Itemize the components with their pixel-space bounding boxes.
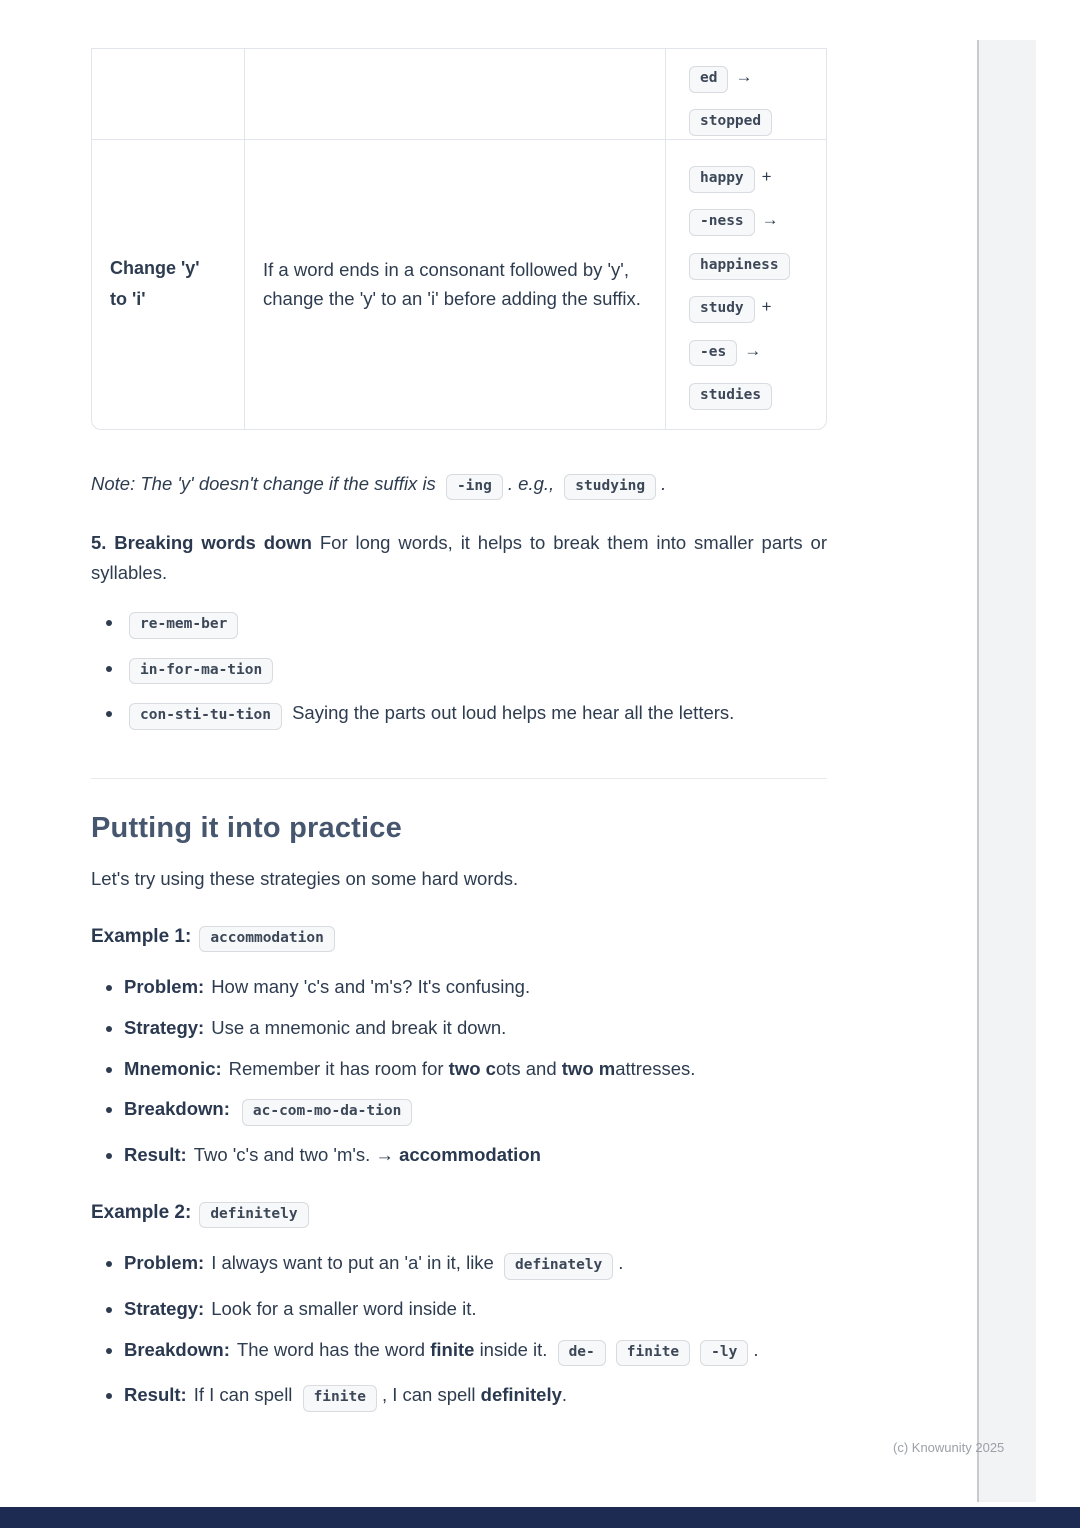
bullet-label: Problem:: [124, 976, 205, 998]
bullet-label: Problem:: [124, 1252, 205, 1274]
page-content: [91, 0, 827, 1427]
code-chip: in-for-ma-tion: [129, 658, 273, 685]
code-chip: stopped: [689, 109, 772, 136]
copyright-credit: (c) Knowunity 2025: [893, 1440, 1005, 1455]
syllable-breakdown-list: [91, 608, 827, 732]
note-text: Note: The 'y' doesn't change if the suffix is: [91, 472, 436, 494]
arrow-icon: →: [735, 67, 753, 86]
code-chip: studies: [689, 383, 772, 410]
section-divider: [91, 778, 827, 779]
scrollbar-track[interactable]: [977, 40, 1036, 1502]
code-chip: ac-com-mo-da-tion: [242, 1099, 412, 1126]
bullet-label: Result:: [124, 1144, 187, 1166]
code-chip: studying: [564, 474, 656, 501]
list-item: • Mnemonic: Remember it has room for two cots and two mattresses.: [124, 1055, 827, 1083]
code-chip: finite: [303, 1385, 377, 1412]
table-row-partial: [92, 49, 826, 139]
code-chip: happiness: [689, 253, 790, 280]
list-item: [124, 654, 827, 687]
bullet-label: Result:: [124, 1384, 187, 1406]
arrow-icon: →: [761, 210, 779, 230]
practice-heading: Putting it into practice: [91, 812, 402, 844]
code-chip: con-sti-tu-tion: [129, 703, 282, 730]
code-chip: de-: [558, 1340, 606, 1367]
bullet-label: Breakdown:: [124, 1338, 230, 1360]
example-1-heading: Example 1: accommodation: [91, 923, 827, 955]
plus-operator: +: [761, 167, 772, 186]
code-chip: -ness: [689, 209, 755, 236]
bottom-accent-bar: [0, 1507, 1080, 1528]
code-chip: finite: [616, 1340, 690, 1367]
rule-name: Change 'y' to 'i': [110, 257, 200, 310]
list-item: [124, 1095, 827, 1128]
code-chip: definately: [504, 1253, 613, 1280]
example-2-heading: Example 2: definitely: [91, 1199, 827, 1231]
code-chip: study: [689, 296, 755, 323]
section-5-text: For long words, it helps to break them into smaller parts or syllables.: [91, 532, 827, 584]
code-chip: accommodation: [199, 926, 335, 953]
example-2-list: [91, 1249, 827, 1413]
list-item: • Problem: I always want to put an 'a' in it, like definately .: [124, 1249, 827, 1282]
bullet-label: Mnemonic:: [124, 1057, 222, 1079]
example-1-list: [91, 973, 827, 1169]
list-item: • Problem: How many 'c's and 'm's? It's confusing.: [124, 973, 827, 1001]
table-cell-examples: [666, 49, 826, 139]
bullet-label: Breakdown:: [124, 1098, 230, 1120]
example-chips: [684, 54, 808, 141]
bullet-label: Strategy:: [124, 1297, 205, 1319]
code-chip: happy: [689, 166, 755, 193]
plus-operator: +: [761, 297, 772, 317]
list-item: [124, 608, 827, 641]
list-item: • Strategy: Look for a smaller word inside it.: [124, 1295, 827, 1323]
bullet-label: Strategy:: [124, 1016, 205, 1038]
practice-intro: Let's try using these strategies on some hard words.: [91, 867, 519, 889]
table-cell-rule: [92, 49, 244, 139]
code-chip: re-mem-ber: [129, 612, 238, 639]
section-5-paragraph: [91, 528, 827, 588]
table-cell-description: [244, 140, 666, 429]
arrow-icon: →: [744, 340, 762, 360]
code-chip: -ing: [446, 474, 503, 501]
code-chip: definitely: [199, 1202, 308, 1229]
table-cell-rule: [92, 140, 244, 429]
table-cell-description: [244, 49, 666, 139]
list-item: • Result: If I can spell finite , I can spell definitely.: [124, 1381, 827, 1414]
list-item: • con-sti-tu-tion Saying the parts out loud helps me hear all the letters.: [124, 699, 827, 732]
list-item: • Result: Two 'c's and two 'm's. → accommodation: [124, 1141, 827, 1169]
suffix-rules-table: [91, 48, 827, 430]
code-chip: ed: [689, 66, 728, 93]
list-item: • Strategy: Use a mnemonic and break it down.: [124, 1014, 827, 1042]
code-chip: -es: [689, 340, 737, 367]
table-row-change-y: [92, 139, 826, 429]
list-item: • Breakdown: The word has the word finite inside it. de- finite -ly .: [124, 1336, 827, 1369]
table-cell-examples: [666, 140, 826, 429]
section-5-label: 5. Breaking words down: [91, 532, 312, 554]
note-paragraph: Note: The 'y' doesn't change if the suffix is -ing . e.g., studying .: [91, 470, 827, 503]
code-chip: -ly: [700, 1340, 748, 1367]
rule-description: If a word ends in a consonant followed by 'y', change the 'y' to an 'i' before adding the suffix.: [263, 258, 641, 310]
example-chips: [684, 154, 808, 415]
